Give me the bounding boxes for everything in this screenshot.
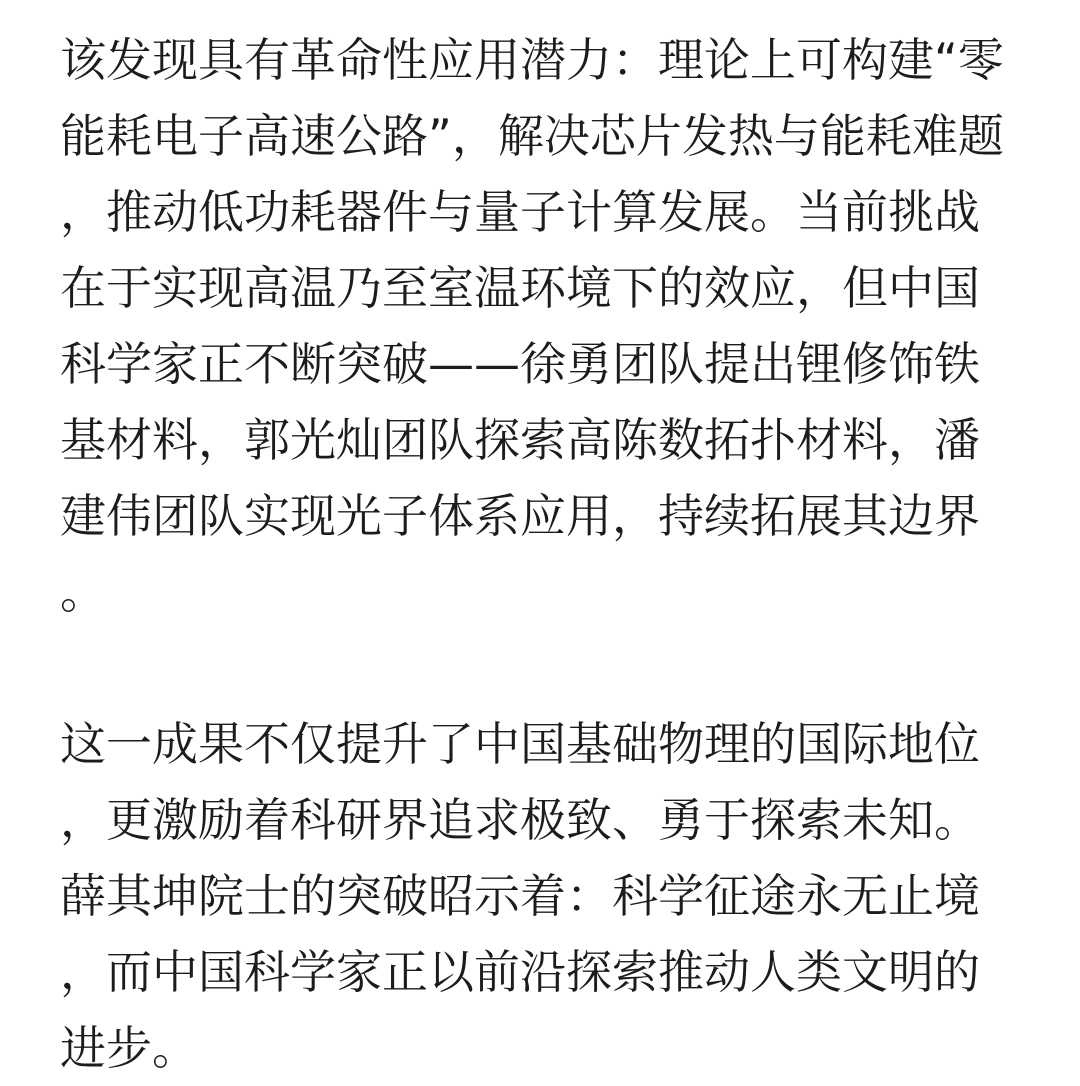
article-body bbox=[60, 22, 1022, 1086]
paragraph-application-potential: 该发现具有革命性应用潜力：理论上可构建“零能耗电子高速公路”，解决芯片发热与能耗难题，推动低功耗器件与量子计算发展。当前挑战在于实现高温乃至室温环境下的效应，但中国科学家正不断突破——徐勇团队提出锂修饰铁基材料，郭光灿团队探索高陈数拓扑材料，潘建伟团队实现光子体系应用，持续拓展其边界。 bbox=[60, 33, 1004, 619]
paragraph-significance: 这一成果不仅提升了中国基础物理的国际地位，更激励着科研界追求极致、勇于探索未知。薛其坤院士的突破昭示着：科学征途永无止境，而中国科学家正以前沿探索推动人类文明的进步。 bbox=[60, 717, 980, 1075]
